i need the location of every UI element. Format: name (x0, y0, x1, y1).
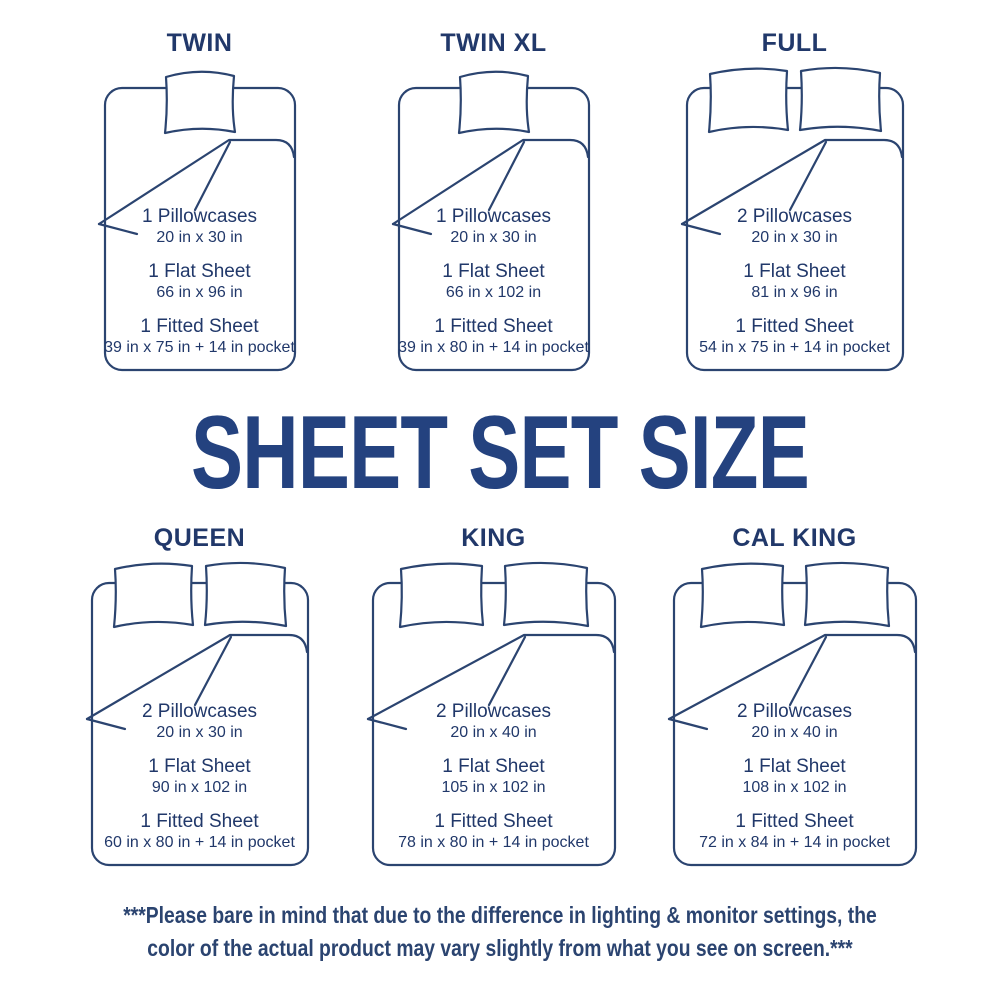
spec-dims: 78 in x 80 in + 14 in pocket (398, 834, 589, 851)
spec-dims: 108 in x 102 in (742, 779, 847, 796)
spec-dims: 39 in x 80 in + 14 in pocket (398, 339, 589, 356)
spec-dims: 20 in x 30 in (156, 229, 243, 246)
spec-group (628, 810, 961, 853)
spec-name: 2 Pillowcases (435, 701, 552, 722)
spec-dims: 72 in x 84 in + 14 in pocket (699, 834, 890, 851)
spec-group (33, 700, 366, 743)
spec-group (327, 205, 660, 248)
spec-list (327, 205, 660, 358)
spec-dims: 66 in x 96 in (156, 284, 243, 301)
panel-title-queen: QUEEN (153, 524, 246, 552)
panel-title-king: KING (461, 524, 526, 552)
disclaimer (80, 899, 920, 965)
spec-group (33, 755, 366, 798)
spec-list (33, 205, 366, 358)
spec-list (628, 700, 961, 853)
spec-group (628, 205, 961, 248)
panel-full (628, 28, 961, 374)
pillow-right-icon (504, 563, 588, 626)
spec-name: 2 Pillowcases (736, 701, 853, 722)
spec-name: 1 Fitted Sheet (434, 811, 553, 832)
spec-group (327, 260, 660, 303)
panel-title-full: FULL (761, 29, 828, 57)
spec-dims: 105 in x 102 in (441, 779, 546, 796)
spec-name: 1 Fitted Sheet (735, 811, 854, 832)
spec-name: 1 Flat Sheet (743, 261, 846, 282)
panel-title-twin: TWIN (166, 29, 233, 57)
pillow-right-icon (800, 68, 881, 131)
spec-dims: 81 in x 96 in (751, 284, 838, 301)
spec-group (33, 810, 366, 853)
spec-dims: 20 in x 40 in (751, 724, 838, 741)
panel-king (327, 523, 660, 869)
spec-dims: 90 in x 102 in (151, 779, 248, 796)
spec-group (628, 755, 961, 798)
spec-name: 1 Fitted Sheet (434, 316, 553, 337)
pillow-right-icon (805, 563, 889, 626)
spec-dims: 66 in x 102 in (445, 284, 542, 301)
pillow-left-icon (701, 564, 784, 627)
spec-dims: 39 in x 75 in + 14 in pocket (104, 339, 295, 356)
pillow-icon (165, 72, 235, 133)
pillow-left-icon (114, 564, 193, 627)
page-title: SHEET SET SIZE (191, 395, 809, 511)
spec-group (33, 260, 366, 303)
spec-dims: 54 in x 75 in + 14 in pocket (699, 339, 890, 356)
disclaimer-line-2: color of the actual product may vary slightly from what you see on screen.*** (147, 935, 853, 961)
spec-group (327, 700, 660, 743)
spec-dims: 20 in x 30 in (156, 724, 243, 741)
panel-twin (33, 28, 366, 374)
spec-dims: 20 in x 30 in (450, 229, 537, 246)
spec-name: 1 Fitted Sheet (140, 316, 259, 337)
spec-dims: 60 in x 80 in + 14 in pocket (104, 834, 295, 851)
spec-name: 1 Pillowcases (141, 206, 258, 227)
spec-name: 2 Pillowcases (141, 701, 258, 722)
spec-list (327, 700, 660, 853)
spec-dims: 20 in x 40 in (450, 724, 537, 741)
pillow-icon (459, 72, 529, 133)
panel-queen (33, 523, 366, 869)
spec-name: 1 Flat Sheet (442, 756, 545, 777)
panel-title-twin-xl: TWIN XL (440, 29, 547, 57)
spec-group (33, 315, 366, 358)
spec-group (628, 315, 961, 358)
pillow-left-icon (400, 564, 483, 627)
spec-name: 1 Fitted Sheet (735, 316, 854, 337)
spec-name: 1 Flat Sheet (743, 756, 846, 777)
spec-dims: 20 in x 30 in (751, 229, 838, 246)
spec-name: 2 Pillowcases (736, 206, 853, 227)
spec-name: 1 Flat Sheet (442, 261, 545, 282)
spec-group (628, 260, 961, 303)
disclaimer-line-1: ***Please bare in mind that due to the difference in lighting & monitor settings, the (123, 902, 877, 928)
panel-title-cal-king: CAL KING (732, 524, 857, 552)
spec-group (327, 315, 660, 358)
panel-twin-xl (327, 28, 660, 374)
spec-name: 1 Pillowcases (435, 206, 552, 227)
spec-name: 1 Flat Sheet (148, 756, 251, 777)
spec-group (33, 205, 366, 248)
spec-list (33, 700, 366, 853)
spec-group (327, 810, 660, 853)
panel-cal-king (628, 523, 961, 869)
pillow-right-icon (205, 563, 286, 626)
spec-list (628, 205, 961, 358)
spec-group (628, 700, 961, 743)
spec-name: 1 Flat Sheet (148, 261, 251, 282)
pillow-left-icon (709, 69, 788, 132)
spec-name: 1 Fitted Sheet (140, 811, 259, 832)
spec-group (327, 755, 660, 798)
